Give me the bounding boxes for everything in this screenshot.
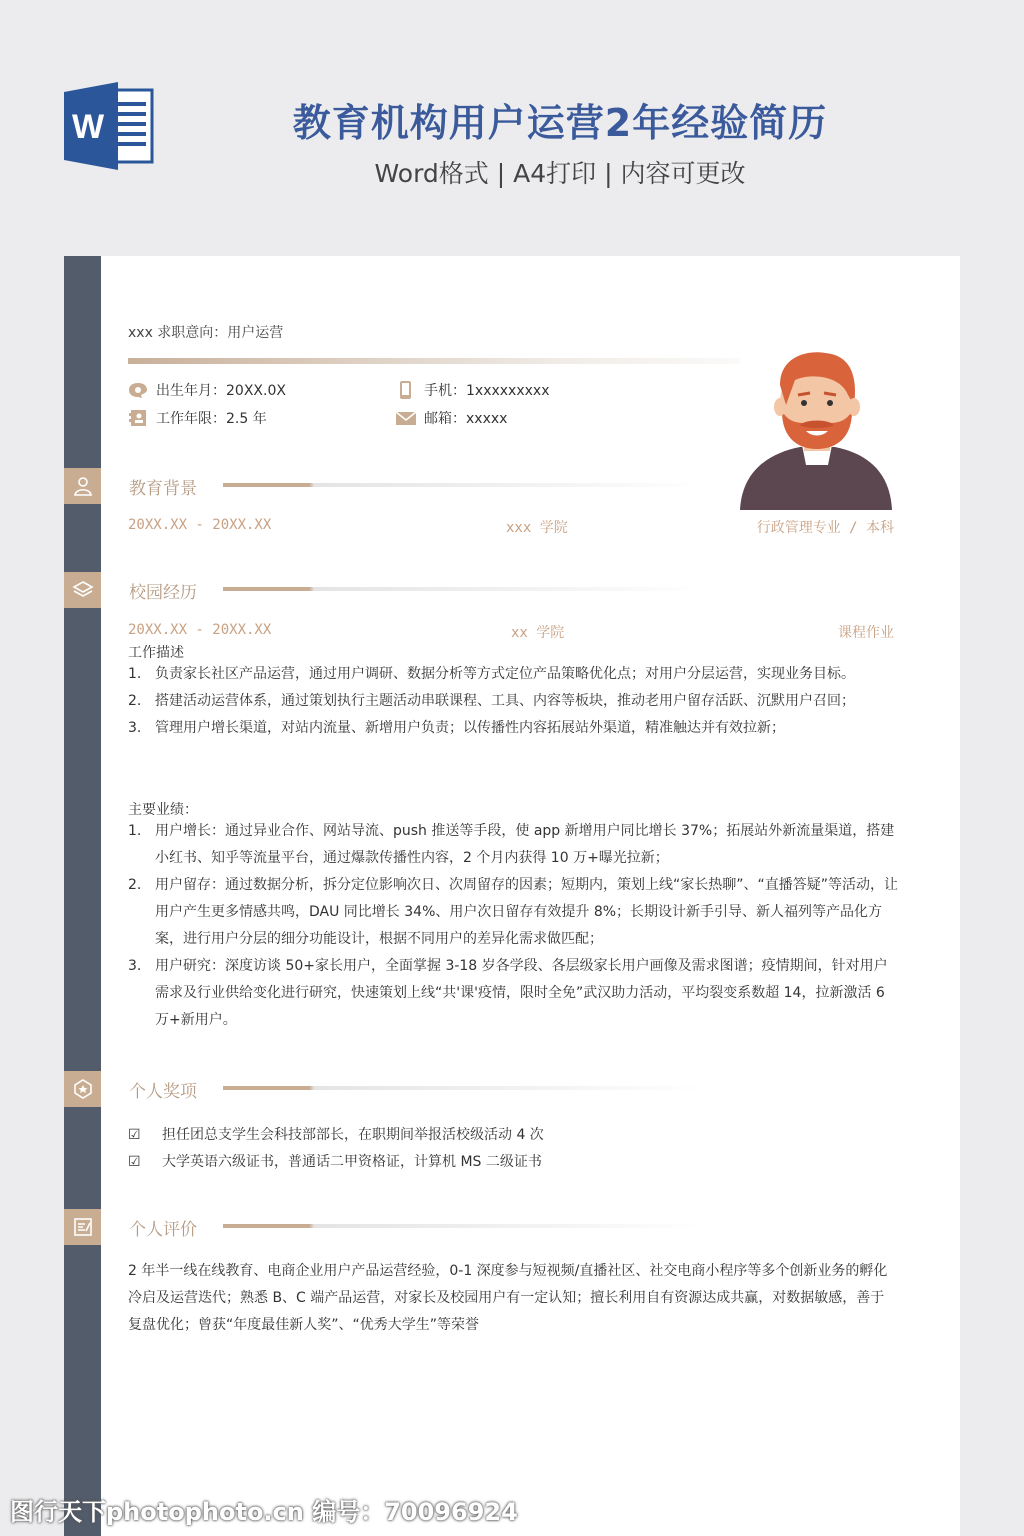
birth-text: 出生年月：20XX.0X	[156, 383, 286, 399]
work-desc-list	[128, 661, 898, 742]
work-desc-label: 工作描述	[128, 645, 184, 661]
birthday-icon	[128, 381, 148, 399]
header-divider	[128, 358, 740, 364]
campus-row	[128, 622, 894, 642]
work-years-info	[128, 408, 267, 428]
work-years-text: 工作年限：2.5 年	[156, 411, 267, 427]
word-logo-letter: W	[72, 108, 105, 146]
education-school: xxx 学院	[506, 520, 568, 536]
campus-role: 课程作业	[838, 625, 894, 641]
awards-title: 个人奖项	[129, 1082, 197, 1102]
awards-section-icon	[64, 1071, 101, 1107]
evaluation-divider	[223, 1224, 703, 1228]
email-info	[396, 408, 507, 428]
awards-divider	[223, 1086, 703, 1090]
list-item: 2. 搭建活动运营体系，通过策划执行主题活动串联课程、工具、内容等板块，推动老用户留存活跃、沉默用户召回；	[128, 693, 855, 709]
watermark: 图行天下photophoto.cn 编号：70096924	[10, 1498, 518, 1526]
education-major: 行政管理专业 / 本科	[756, 520, 894, 536]
mail-icon	[396, 409, 416, 427]
education-section-icon	[64, 468, 101, 504]
email-text: 邮箱：xxxxx	[424, 411, 508, 427]
birth-info	[128, 380, 286, 400]
list-item: 1. 用户增长：通过异业合作、网站导流、push 推送等手段，使 app 新增用户同比增长 37%；拓展站外新流量渠道，搭建小红书、知乎等流量平台，通过爆款传播性内容，2 个月内获得 10 万+曝光拉新；	[128, 823, 895, 866]
evaluation-section-icon	[64, 1209, 101, 1245]
list-item: 3. 管理用户增长渠道，对站内流量、新增用户负责；以传播性内容拓展站外渠道，精准触达并有效拉新；	[128, 720, 785, 736]
resume-sidebar	[64, 256, 101, 1536]
checkbox-icon: ☑	[128, 1127, 141, 1143]
evaluation-text: 2 年半一线在线教育、电商企业用户产品运营经验，0-1 深度参与短视频/直播社区、社交电商小程序等多个创新业务的孵化冷启及运营迭代；熟悉 B、C 端产品运营，对家长及校园用户有一定认知；擅长利用自有资源达成共赢，对数据敏感，善于复盘优化；曾获“年度最佳新人奖”、“优秀大学生”等荣誉	[128, 1263, 888, 1333]
avatar	[740, 345, 895, 510]
evaluation-title: 个人评价	[129, 1220, 197, 1240]
list-item: 3. 用户研究：深度访谈 50+家长用户，全面掌握 3-18 岁各学段、各层级家长用户画像及需求图谱；疫情期间，针对用户需求及行业供给变化进行研究，快速策划上线“共'课'疫情，限时全免”武汉助力活动，平均裂变系数超 14，拉新激活 6 万+新用户。	[128, 958, 888, 1028]
phone-text: 手机：1xxxxxxxxx	[424, 383, 550, 399]
achievements-label: 主要业绩：	[128, 802, 198, 818]
phone-info	[396, 380, 549, 400]
page-subtitle: Word格式 | A4打印 | 内容可更改	[374, 159, 746, 188]
phone-icon	[396, 381, 416, 399]
campus-section-icon	[64, 572, 101, 608]
campus-title: 校园经历	[129, 583, 197, 603]
education-date: 20XX.XX - 20XX.XX	[128, 517, 272, 533]
education-row	[128, 517, 894, 537]
job-intent: xxx 求职意向：用户运营	[128, 325, 284, 341]
award-item: ☑ 担任团总支学生会科技部部长，在职期间举报活校级活动 4 次	[128, 1127, 544, 1143]
id-card-icon	[128, 409, 148, 427]
word-logo-icon	[64, 82, 156, 170]
page-title: 教育机构用户运营2年经验简历	[292, 101, 828, 145]
checkbox-icon: ☑	[128, 1154, 141, 1170]
list-item: 1. 负责家长社区产品运营，通过用户调研、数据分析等方式定位产品策略优化点；对用户分层运营，实现业务目标。	[128, 666, 855, 682]
list-item: 2. 用户留存：通过数据分析，拆分定位影响次日、次周留存的因素；短期内，策划上线“家长热聊”、“直播答疑”等活动，让用户产生更多情感共鸣，DAU 同比增长 34%、用户次日留存有效提升 8%；长期设计新手引导、新人福列等产品化方案，进行用户分层的细分功能设计，根据不同用户的差异化需求做匹配；	[128, 877, 899, 947]
award-item: ☑ 大学英语六级证书，普通话二甲资格证，计算机 MS 二级证书	[128, 1154, 542, 1170]
campus-divider	[223, 587, 703, 591]
education-divider	[223, 483, 703, 487]
education-title: 教育背景	[129, 479, 197, 499]
achievements-list	[128, 818, 898, 1034]
campus-school: xx 学院	[511, 625, 565, 641]
campus-date: 20XX.XX - 20XX.XX	[128, 622, 272, 638]
